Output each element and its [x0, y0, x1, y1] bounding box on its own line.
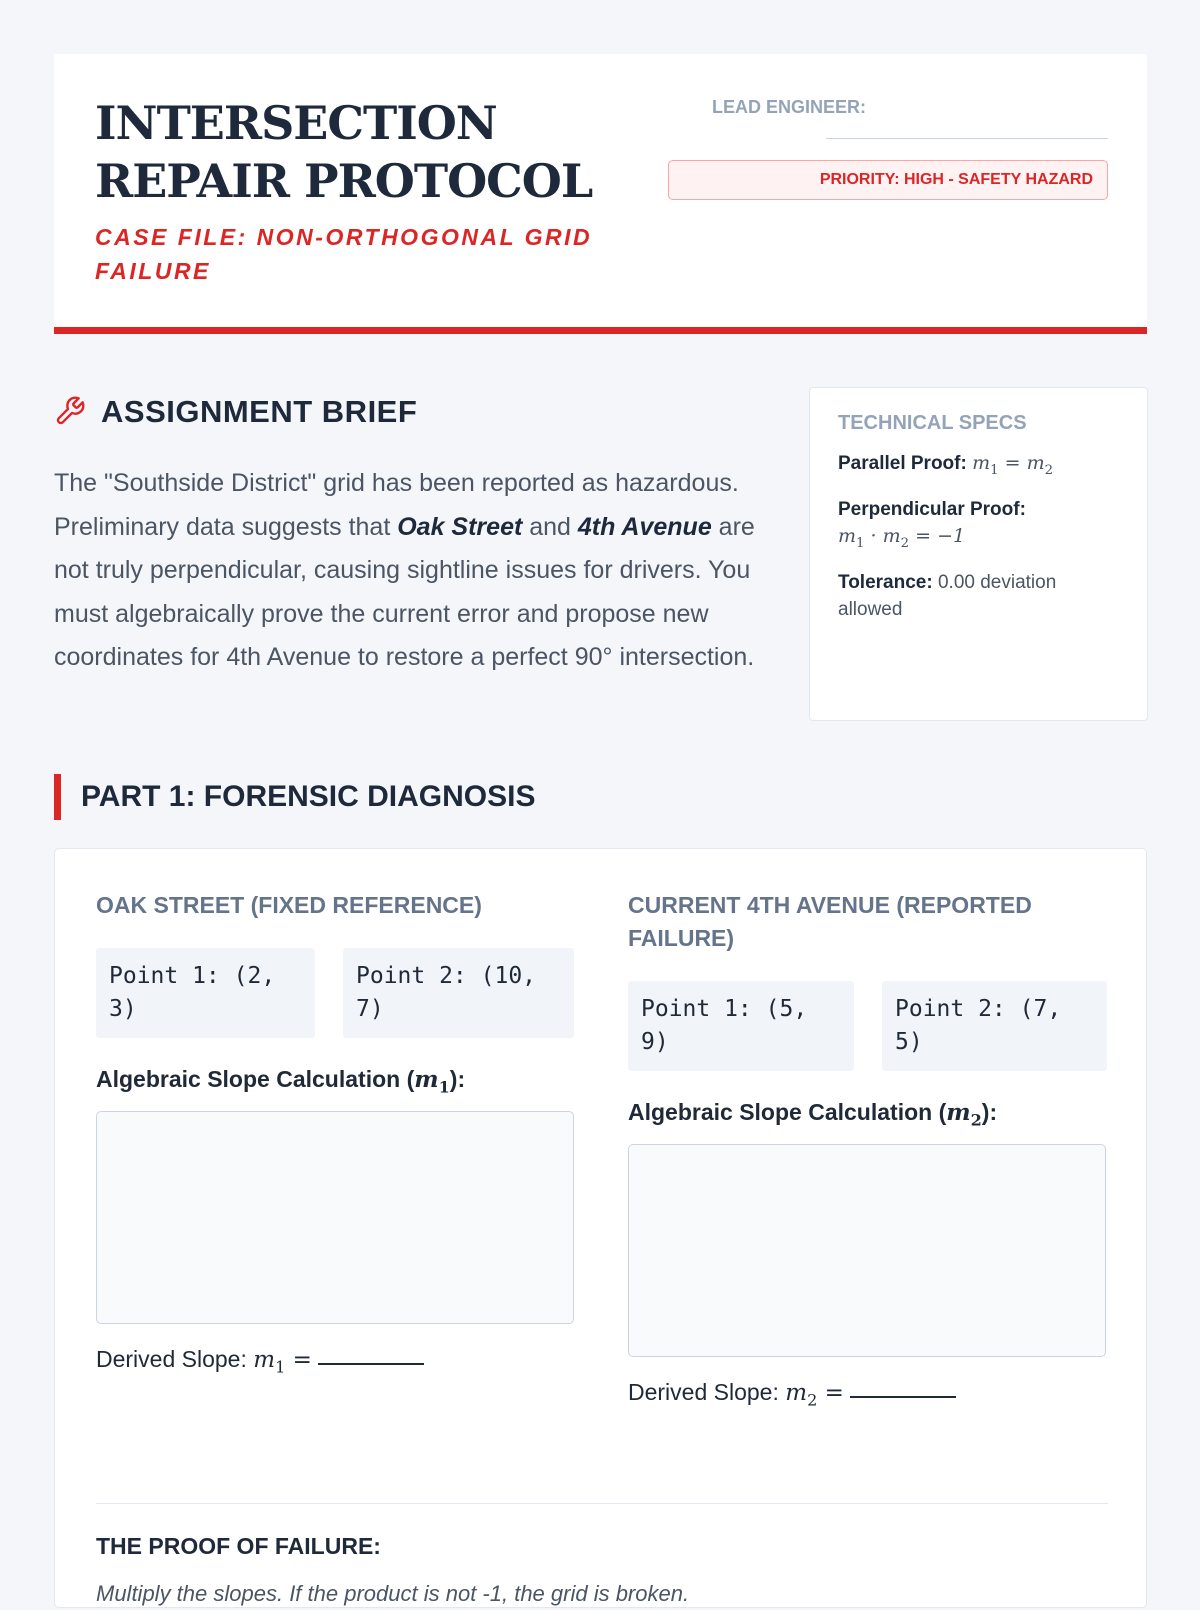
perpendicular-proof-label: Perpendicular Proof:	[838, 498, 1026, 520]
priority-badge: PRIORITY: HIGH - SAFETY HAZARD	[668, 160, 1108, 200]
lead-engineer-label: LEAD ENGINEER:	[711, 97, 866, 117]
case-file-subtitle: CASE FILE: NON-ORTHOGONAL GRID FAILURE	[95, 224, 593, 284]
m1-symbol: $m_1$	[414, 1066, 450, 1097]
fourth-avenue-emphasis: 4th Avenue	[577, 512, 712, 541]
fourth-avenue-title: CURRENT 4TH AVENUE (REPORTED FAILURE)	[628, 892, 1032, 951]
avenue-point-1: Point 1: (5, 9)	[628, 981, 854, 1071]
perpendicular-proof-spec	[838, 496, 1119, 557]
m1-answer-blank[interactable]	[318, 1363, 424, 1365]
lead-engineer-field[interactable]	[826, 138, 1108, 139]
page-title: INTERSECTION REPAIR PROTOCOL	[95, 96, 593, 208]
wrench-icon	[54, 395, 86, 427]
technical-specs-card	[809, 387, 1148, 721]
proof-of-failure-title: THE PROOF OF FAILURE:	[96, 1533, 381, 1559]
section-divider	[96, 1503, 1108, 1504]
brief-text-part: are not truly perpendicular, causing sightline issues for drivers. You must algebraically prove the current error and propose new coordinates for 4th Avenue to restore a perfect 90° intersection.	[54, 512, 755, 671]
brief-text-part: The "Southside District" grid has been reported as hazardous. Preliminary data suggests that	[54, 469, 739, 541]
m2-answer-blank[interactable]	[850, 1396, 956, 1398]
m2-symbol: $m_2$	[946, 1099, 982, 1130]
brief-text-part: and	[522, 512, 578, 541]
perpendicular-formula: $m_1 \cdot m_2 = -1$	[838, 524, 966, 551]
parallel-proof-spec	[838, 450, 1119, 484]
oak-street-title: OAK STREET (FIXED REFERENCE)	[96, 892, 482, 918]
tolerance-value: 0.00 deviation allowed	[838, 571, 1057, 620]
oak-point-2: Point 2: (10, 7)	[343, 948, 574, 1038]
avenue-point-2: Point 2: (7, 5)	[882, 981, 1107, 1071]
oak-derived-label: Derived Slope:	[96, 1346, 254, 1372]
proof-of-failure-instruction: Multiply the slopes. If the product is not -1, the grid is broken.	[96, 1581, 690, 1606]
avenue-derived-label: Derived Slope:	[628, 1379, 786, 1405]
header-card	[54, 54, 1147, 334]
avenue-slope-work-area[interactable]	[628, 1144, 1106, 1357]
oak-slope-work-area[interactable]	[96, 1111, 574, 1324]
oak-derived-slope	[96, 1343, 424, 1384]
oak-calc-label-text: Algebraic Slope Calculation (	[96, 1066, 415, 1092]
oak-street-emphasis: Oak Street	[397, 512, 523, 541]
part1-title: PART 1: FORENSIC DIAGNOSIS	[81, 780, 536, 813]
avenue-derived-slope	[628, 1376, 956, 1417]
part1-header	[54, 774, 754, 820]
parallel-formula: $m_1 = m_2$	[972, 452, 1054, 478]
brief-paragraph	[54, 462, 774, 680]
avenue-calc-label: Algebraic Slope Calculation $(m_2)$:	[628, 1099, 998, 1130]
oak-point-1: Point 1: (2, 3)	[96, 948, 315, 1038]
parallel-proof-label: Parallel Proof:	[838, 453, 967, 474]
tolerance-spec	[838, 569, 1119, 623]
m1-equals: $m_1$ =	[253, 1347, 312, 1377]
brief-header	[54, 392, 754, 432]
part1-accent-bar	[54, 774, 61, 820]
oak-calc-label: Algebraic Slope Calculation $(m_1)$:	[96, 1066, 466, 1097]
specs-title: TECHNICAL SPECS	[838, 412, 1027, 434]
brief-heading: ASSIGNMENT BRIEF	[101, 394, 418, 429]
tolerance-label: Tolerance:	[838, 571, 933, 593]
forensic-diagnosis-card	[54, 848, 1147, 1608]
page	[54, 54, 1147, 1606]
m2-equals: $m_2$ =	[785, 1380, 844, 1410]
avenue-calc-label-text: Algebraic Slope Calculation (	[628, 1099, 947, 1125]
